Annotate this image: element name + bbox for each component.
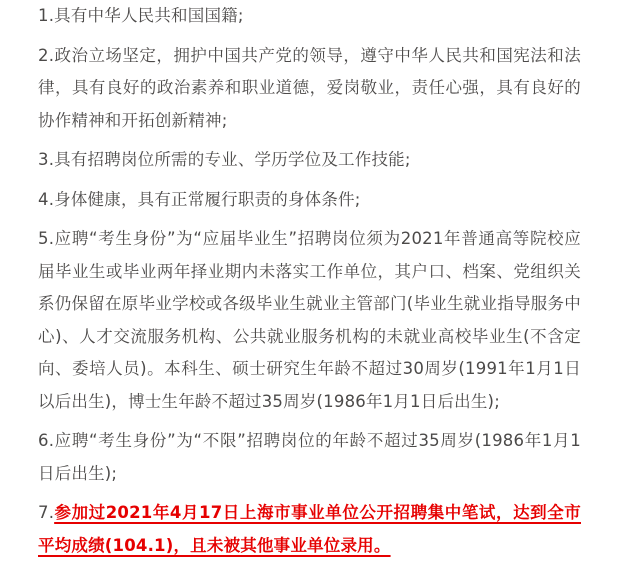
item-text: 身体健康，具有正常履行职责的身体条件; bbox=[54, 189, 361, 209]
item-text-highlighted: 参加过2021年4月17日上海市事业单位公开招聘集中笔试，达到全市平均成绩(104.1)，且未被其他事业单位录用。 bbox=[38, 503, 581, 555]
item-number: 7. bbox=[38, 503, 55, 522]
item-text: 政治立场坚定，拥护中国共产党的领导，遵守中华人民共和国宪法和法律，具有良好的政治素养和职业道德，爱岗敬业，责任心强，具有良好的协作精神和开拓创新精神; bbox=[38, 45, 581, 130]
item-text: 具有中华人民共和国国籍; bbox=[54, 6, 244, 25]
item-number: 3. bbox=[38, 150, 55, 169]
item-text: 应聘“考生身份”为“应届毕业生”招聘岗位须为2021年普通高等院校应届毕业生或毕业两年择业期内未落实工作单位，其户口、档案、党组织关系仍保留在原毕业学校或各级毕业生就业主管部门(毕业生就业指导服务中心)、人才交流服务机构、公共就业服务机构的未就业高校毕业生(不含定向、委培人员)。本科生、硕士研究生年龄不超过30周岁(1991年1月1日以后出生)，博士生年龄不超过35周岁(1986年1月1日后出生); bbox=[38, 229, 581, 411]
item-number: 5. bbox=[38, 229, 55, 248]
item-number: 6. bbox=[38, 431, 55, 450]
requirement-item-5 bbox=[38, 223, 581, 418]
requirement-item-1 bbox=[38, 0, 581, 33]
item-number: 2. bbox=[38, 45, 55, 65]
item-text: 应聘“考生身份”为“不限”招聘岗位的年龄不超过35周岁(1986年1月1日后出生); bbox=[38, 431, 581, 483]
item-text: 具有招聘岗位所需的专业、学历学位及工作技能; bbox=[54, 150, 411, 169]
item-number: 4. bbox=[38, 189, 55, 209]
requirement-item-6 bbox=[38, 425, 581, 490]
requirement-item-3 bbox=[38, 144, 581, 177]
requirement-item-2 bbox=[38, 40, 581, 138]
item-number: 1. bbox=[38, 6, 55, 25]
requirement-item-4 bbox=[38, 184, 581, 217]
requirement-item-7 bbox=[38, 497, 581, 562]
